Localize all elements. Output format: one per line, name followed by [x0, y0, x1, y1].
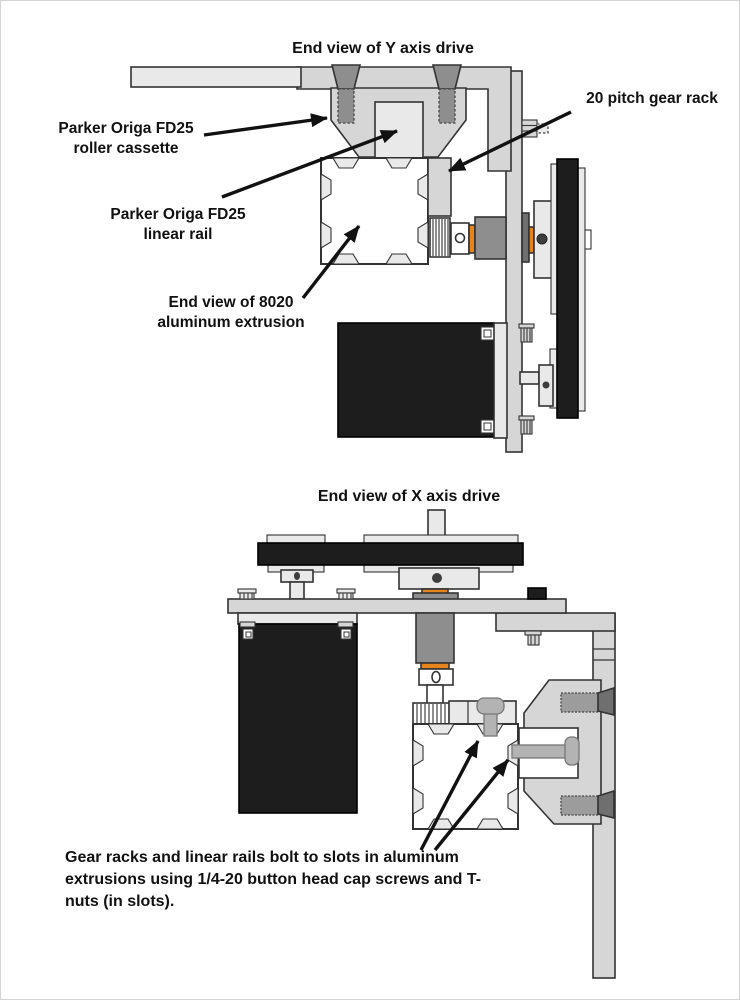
y-arm-bar	[131, 67, 301, 87]
figure-x-title: End view of X axis drive	[317, 488, 501, 505]
y-shaft-coupling	[451, 223, 469, 254]
figure-y-title: End view of Y axis drive	[292, 40, 474, 57]
y-pinion-gear	[430, 218, 450, 257]
label-linear-rail	[78, 205, 278, 245]
x-bracket-bolt	[525, 631, 541, 645]
y-8020-extrusion	[321, 158, 428, 264]
y-stepper-motor	[338, 323, 507, 438]
x-plate-screws-mid	[337, 589, 355, 599]
label-gear-rack	[567, 89, 737, 109]
y-belt-and-pulleys	[550, 159, 585, 418]
caption-line: nuts (in slots).	[65, 893, 175, 910]
x-belt-and-pulleys	[258, 535, 523, 572]
x-gearmotor	[416, 613, 454, 704]
x-idler-hub	[281, 570, 313, 599]
y-gearmotor	[469, 217, 506, 259]
y-gear-rack	[428, 158, 451, 216]
x-black-knob	[528, 588, 546, 599]
x-plate-screws-left	[238, 589, 256, 599]
label-line: Parker Origa FD25	[110, 206, 246, 223]
label-line: 20 pitch gear rack	[586, 90, 718, 107]
label-line: roller cassette	[73, 140, 179, 157]
y-motor-mount-plate	[494, 323, 507, 438]
label-line: Parker Origa FD25	[58, 120, 194, 137]
caption-line: extrusions using 1/4-20 button head cap screws and T-	[65, 871, 482, 888]
x-stepper-motor	[238, 613, 357, 813]
label-roller-cassette	[26, 119, 226, 159]
bottom-caption	[65, 847, 525, 913]
label-line: aluminum extrusion	[157, 314, 305, 331]
x-base-plate	[228, 599, 566, 613]
x-drive-hub	[399, 568, 479, 600]
y-plate-bolt-upper	[519, 324, 534, 342]
caption-line: Gear racks and linear rails bolt to slots in aluminum	[65, 849, 459, 866]
label-line: End view of 8020	[168, 294, 294, 311]
x-angle-bracket	[496, 613, 615, 631]
y-linear-rail-cap	[375, 102, 423, 159]
label-8020-extrusion	[131, 293, 331, 333]
y-plate-bolt-lower	[519, 416, 534, 434]
y-idler	[520, 365, 553, 406]
label-line: linear rail	[143, 226, 213, 243]
